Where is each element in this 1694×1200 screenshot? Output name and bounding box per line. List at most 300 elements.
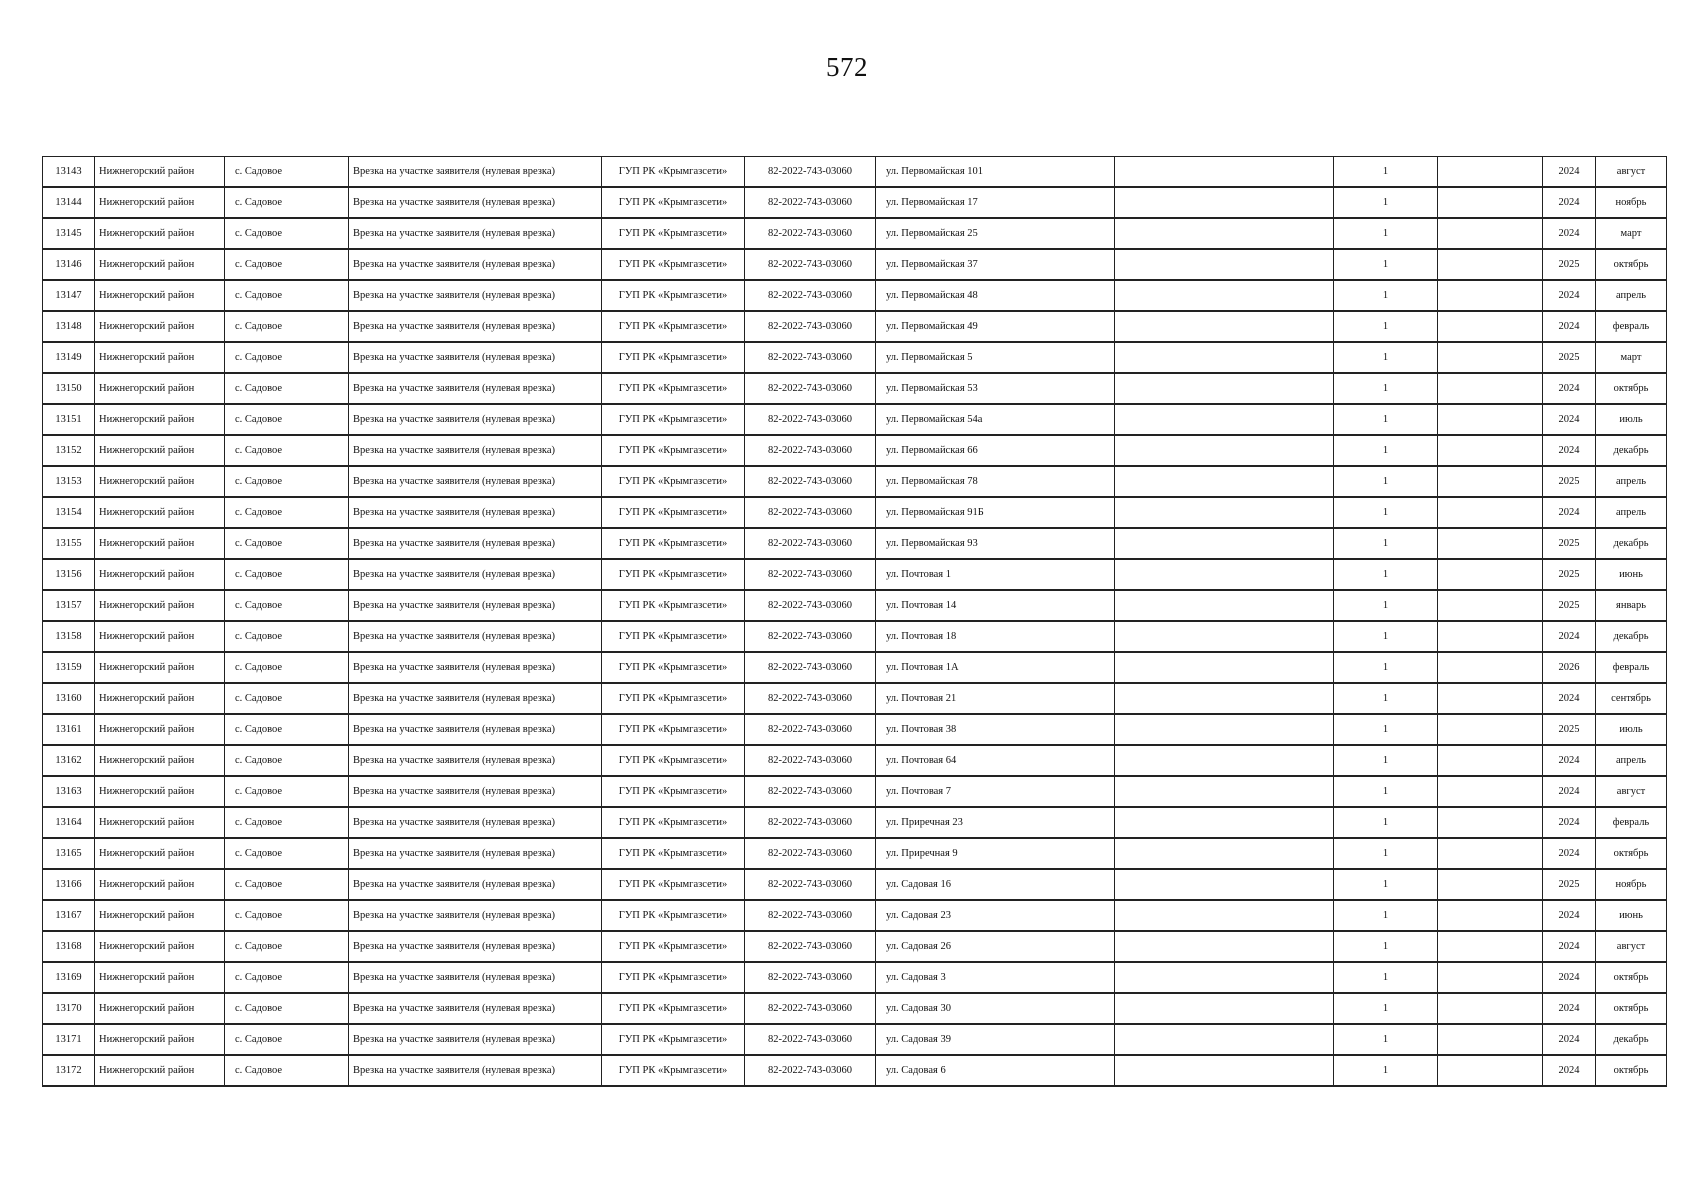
year-cell: 2024 — [1543, 311, 1596, 342]
year-cell: 2024 — [1543, 962, 1596, 993]
work-description-cell: Врезка на участке заявителя (нулевая врезка) — [349, 528, 602, 559]
district-cell: Нижнегорский район — [95, 342, 225, 373]
organization-cell: ГУП РК «Крымгазсети» — [602, 373, 745, 404]
year-cell: 2024 — [1543, 745, 1596, 776]
organization-cell: ГУП РК «Крымгазсети» — [602, 869, 745, 900]
empty-cell — [1115, 900, 1334, 931]
table-row — [43, 683, 1667, 714]
village-cell: с. Садовое — [225, 900, 349, 931]
organization-cell: ГУП РК «Крымгазсети» — [602, 776, 745, 807]
empty-cell — [1438, 280, 1543, 311]
month-cell: ноябрь — [1596, 869, 1667, 900]
district-cell: Нижнегорский район — [95, 590, 225, 621]
address-cell: ул. Первомайская 66 — [876, 435, 1115, 466]
work-description-cell: Врезка на участке заявителя (нулевая врезка) — [349, 621, 602, 652]
address-cell: ул. Садовая 30 — [876, 993, 1115, 1024]
quantity-cell: 1 — [1334, 404, 1438, 435]
work-description-cell: Врезка на участке заявителя (нулевая врезка) — [349, 590, 602, 621]
organization-cell: ГУП РК «Крымгазсети» — [602, 807, 745, 838]
district-cell: Нижнегорский район — [95, 559, 225, 590]
month-cell: ноябрь — [1596, 187, 1667, 218]
empty-cell — [1115, 838, 1334, 869]
year-cell: 2025 — [1543, 528, 1596, 559]
empty-cell — [1438, 218, 1543, 249]
empty-cell — [1115, 745, 1334, 776]
address-cell: ул. Почтовая 14 — [876, 590, 1115, 621]
empty-cell — [1115, 807, 1334, 838]
work-description-cell: Врезка на участке заявителя (нулевая врезка) — [349, 962, 602, 993]
table-row — [43, 900, 1667, 931]
table-row — [43, 249, 1667, 280]
work-description-cell: Врезка на участке заявителя (нулевая врезка) — [349, 435, 602, 466]
district-cell: Нижнегорский район — [95, 435, 225, 466]
month-cell: июль — [1596, 714, 1667, 745]
village-cell: с. Садовое — [225, 745, 349, 776]
month-cell: февраль — [1596, 311, 1667, 342]
quantity-cell: 1 — [1334, 931, 1438, 962]
row-number-cell: 13165 — [43, 838, 95, 869]
village-cell: с. Садовое — [225, 1055, 349, 1086]
row-number-cell: 13169 — [43, 962, 95, 993]
empty-cell — [1115, 869, 1334, 900]
month-cell: июль — [1596, 404, 1667, 435]
year-cell: 2025 — [1543, 466, 1596, 497]
empty-cell — [1438, 652, 1543, 683]
quantity-cell: 1 — [1334, 838, 1438, 869]
month-cell: декабрь — [1596, 621, 1667, 652]
quantity-cell: 1 — [1334, 218, 1438, 249]
district-cell: Нижнегорский район — [95, 838, 225, 869]
work-description-cell: Врезка на участке заявителя (нулевая врезка) — [349, 683, 602, 714]
quantity-cell: 1 — [1334, 869, 1438, 900]
program-code-cell: 82-2022-743-03060 — [745, 342, 876, 373]
village-cell: с. Садовое — [225, 559, 349, 590]
empty-cell — [1115, 962, 1334, 993]
work-description-cell: Врезка на участке заявителя (нулевая врезка) — [349, 776, 602, 807]
year-cell: 2024 — [1543, 993, 1596, 1024]
village-cell: с. Садовое — [225, 218, 349, 249]
program-code-cell: 82-2022-743-03060 — [745, 1055, 876, 1086]
empty-cell — [1438, 497, 1543, 528]
empty-cell — [1438, 683, 1543, 714]
work-description-cell: Врезка на участке заявителя (нулевая врезка) — [349, 404, 602, 435]
empty-cell — [1115, 528, 1334, 559]
district-cell: Нижнегорский район — [95, 621, 225, 652]
year-cell: 2024 — [1543, 931, 1596, 962]
organization-cell: ГУП РК «Крымгазсети» — [602, 590, 745, 621]
quantity-cell: 1 — [1334, 900, 1438, 931]
village-cell: с. Садовое — [225, 1024, 349, 1055]
empty-cell — [1115, 435, 1334, 466]
district-cell: Нижнегорский район — [95, 466, 225, 497]
table-row — [43, 590, 1667, 621]
empty-cell — [1438, 621, 1543, 652]
empty-cell — [1115, 776, 1334, 807]
empty-cell — [1438, 776, 1543, 807]
quantity-cell: 1 — [1334, 311, 1438, 342]
work-description-cell: Врезка на участке заявителя (нулевая врезка) — [349, 466, 602, 497]
program-code-cell: 82-2022-743-03060 — [745, 497, 876, 528]
empty-cell — [1438, 1024, 1543, 1055]
quantity-cell: 1 — [1334, 745, 1438, 776]
empty-cell — [1438, 714, 1543, 745]
address-cell: ул. Первомайская 17 — [876, 187, 1115, 218]
district-cell: Нижнегорский район — [95, 807, 225, 838]
village-cell: с. Садовое — [225, 993, 349, 1024]
month-cell: январь — [1596, 590, 1667, 621]
work-description-cell: Врезка на участке заявителя (нулевая врезка) — [349, 311, 602, 342]
village-cell: с. Садовое — [225, 342, 349, 373]
quantity-cell: 1 — [1334, 373, 1438, 404]
quantity-cell: 1 — [1334, 714, 1438, 745]
program-code-cell: 82-2022-743-03060 — [745, 249, 876, 280]
address-cell: ул. Почтовая 7 — [876, 776, 1115, 807]
table-row — [43, 280, 1667, 311]
empty-cell — [1438, 869, 1543, 900]
quantity-cell: 1 — [1334, 1024, 1438, 1055]
organization-cell: ГУП РК «Крымгазсети» — [602, 187, 745, 218]
year-cell: 2024 — [1543, 776, 1596, 807]
quantity-cell: 1 — [1334, 187, 1438, 218]
empty-cell — [1438, 1055, 1543, 1086]
quantity-cell: 1 — [1334, 157, 1438, 188]
organization-cell: ГУП РК «Крымгазсети» — [602, 528, 745, 559]
row-number-cell: 13144 — [43, 187, 95, 218]
organization-cell: ГУП РК «Крымгазсети» — [602, 559, 745, 590]
page-number: 572 — [826, 52, 868, 82]
quantity-cell: 1 — [1334, 590, 1438, 621]
district-cell: Нижнегорский район — [95, 714, 225, 745]
empty-cell — [1438, 342, 1543, 373]
work-description-cell: Врезка на участке заявителя (нулевая врезка) — [349, 807, 602, 838]
quantity-cell: 1 — [1334, 249, 1438, 280]
row-number-cell: 13158 — [43, 621, 95, 652]
program-code-cell: 82-2022-743-03060 — [745, 280, 876, 311]
village-cell: с. Садовое — [225, 621, 349, 652]
empty-cell — [1115, 497, 1334, 528]
year-cell: 2024 — [1543, 1024, 1596, 1055]
program-code-cell: 82-2022-743-03060 — [745, 931, 876, 962]
table-row — [43, 869, 1667, 900]
address-cell: ул. Садовая 3 — [876, 962, 1115, 993]
work-description-cell: Врезка на участке заявителя (нулевая врезка) — [349, 900, 602, 931]
program-code-cell: 82-2022-743-03060 — [745, 466, 876, 497]
organization-cell: ГУП РК «Крымгазсети» — [602, 466, 745, 497]
work-description-cell: Врезка на участке заявителя (нулевая врезка) — [349, 993, 602, 1024]
address-cell: ул. Почтовая 21 — [876, 683, 1115, 714]
empty-cell — [1115, 1055, 1334, 1086]
program-code-cell: 82-2022-743-03060 — [745, 1024, 876, 1055]
empty-cell — [1115, 157, 1334, 188]
village-cell: с. Садовое — [225, 528, 349, 559]
quantity-cell: 1 — [1334, 962, 1438, 993]
month-cell: апрель — [1596, 280, 1667, 311]
organization-cell: ГУП РК «Крымгазсети» — [602, 745, 745, 776]
organization-cell: ГУП РК «Крымгазсети» — [602, 838, 745, 869]
table-row — [43, 1055, 1667, 1086]
year-cell: 2024 — [1543, 621, 1596, 652]
table-row — [43, 466, 1667, 497]
month-cell: октябрь — [1596, 373, 1667, 404]
village-cell: с. Садовое — [225, 776, 349, 807]
address-cell: ул. Первомайская 78 — [876, 466, 1115, 497]
organization-cell: ГУП РК «Крымгазсети» — [602, 993, 745, 1024]
month-cell: декабрь — [1596, 435, 1667, 466]
empty-cell — [1438, 590, 1543, 621]
organization-cell: ГУП РК «Крымгазсети» — [602, 404, 745, 435]
table-row — [43, 528, 1667, 559]
row-number-cell: 13149 — [43, 342, 95, 373]
table-row — [43, 218, 1667, 249]
year-cell: 2024 — [1543, 807, 1596, 838]
address-cell: ул. Почтовая 38 — [876, 714, 1115, 745]
address-cell: ул. Первомайская 49 — [876, 311, 1115, 342]
month-cell: март — [1596, 342, 1667, 373]
district-cell: Нижнегорский район — [95, 931, 225, 962]
row-number-cell: 13164 — [43, 807, 95, 838]
program-code-cell: 82-2022-743-03060 — [745, 745, 876, 776]
program-code-cell: 82-2022-743-03060 — [745, 590, 876, 621]
empty-cell — [1438, 373, 1543, 404]
program-code-cell: 82-2022-743-03060 — [745, 528, 876, 559]
village-cell: с. Садовое — [225, 683, 349, 714]
year-cell: 2024 — [1543, 157, 1596, 188]
address-cell: ул. Садовая 23 — [876, 900, 1115, 931]
district-cell: Нижнегорский район — [95, 404, 225, 435]
row-number-cell: 13154 — [43, 497, 95, 528]
month-cell: сентябрь — [1596, 683, 1667, 714]
table-row — [43, 931, 1667, 962]
table-row — [43, 497, 1667, 528]
quantity-cell: 1 — [1334, 993, 1438, 1024]
address-cell: ул. Почтовая 64 — [876, 745, 1115, 776]
month-cell: февраль — [1596, 652, 1667, 683]
address-cell: ул. Первомайская 25 — [876, 218, 1115, 249]
organization-cell: ГУП РК «Крымгазсети» — [602, 900, 745, 931]
address-cell: ул. Почтовая 18 — [876, 621, 1115, 652]
quantity-cell: 1 — [1334, 342, 1438, 373]
empty-cell — [1115, 652, 1334, 683]
village-cell: с. Садовое — [225, 311, 349, 342]
district-cell: Нижнегорский район — [95, 652, 225, 683]
table-row — [43, 745, 1667, 776]
empty-cell — [1115, 621, 1334, 652]
row-number-cell: 13157 — [43, 590, 95, 621]
year-cell: 2026 — [1543, 652, 1596, 683]
empty-cell — [1115, 931, 1334, 962]
work-description-cell: Врезка на участке заявителя (нулевая врезка) — [349, 869, 602, 900]
empty-cell — [1438, 900, 1543, 931]
empty-cell — [1438, 435, 1543, 466]
district-cell: Нижнегорский район — [95, 280, 225, 311]
month-cell: октябрь — [1596, 993, 1667, 1024]
village-cell: с. Садовое — [225, 714, 349, 745]
program-code-cell: 82-2022-743-03060 — [745, 621, 876, 652]
quantity-cell: 1 — [1334, 528, 1438, 559]
quantity-cell: 1 — [1334, 621, 1438, 652]
month-cell: апрель — [1596, 745, 1667, 776]
row-number-cell: 13156 — [43, 559, 95, 590]
year-cell: 2024 — [1543, 683, 1596, 714]
district-cell: Нижнегорский район — [95, 900, 225, 931]
empty-cell — [1438, 559, 1543, 590]
district-cell: Нижнегорский район — [95, 157, 225, 188]
work-description-cell: Врезка на участке заявителя (нулевая врезка) — [349, 652, 602, 683]
empty-cell — [1115, 714, 1334, 745]
table-row — [43, 157, 1667, 188]
empty-cell — [1115, 187, 1334, 218]
month-cell: февраль — [1596, 807, 1667, 838]
table-row — [43, 621, 1667, 652]
work-description-cell: Врезка на участке заявителя (нулевая врезка) — [349, 838, 602, 869]
row-number-cell: 13166 — [43, 869, 95, 900]
village-cell: с. Садовое — [225, 652, 349, 683]
year-cell: 2024 — [1543, 900, 1596, 931]
row-number-cell: 13151 — [43, 404, 95, 435]
month-cell: август — [1596, 157, 1667, 188]
organization-cell: ГУП РК «Крымгазсети» — [602, 962, 745, 993]
year-cell: 2024 — [1543, 435, 1596, 466]
program-code-cell: 82-2022-743-03060 — [745, 962, 876, 993]
empty-cell — [1115, 404, 1334, 435]
quantity-cell: 1 — [1334, 807, 1438, 838]
program-code-cell: 82-2022-743-03060 — [745, 993, 876, 1024]
village-cell: с. Садовое — [225, 962, 349, 993]
row-number-cell: 13146 — [43, 249, 95, 280]
row-number-cell: 13170 — [43, 993, 95, 1024]
month-cell: август — [1596, 931, 1667, 962]
village-cell: с. Садовое — [225, 869, 349, 900]
empty-cell — [1115, 280, 1334, 311]
village-cell: с. Садовое — [225, 807, 349, 838]
work-description-cell: Врезка на участке заявителя (нулевая врезка) — [349, 745, 602, 776]
month-cell: июнь — [1596, 559, 1667, 590]
row-number-cell: 13150 — [43, 373, 95, 404]
village-cell: с. Садовое — [225, 157, 349, 188]
table-row — [43, 652, 1667, 683]
village-cell: с. Садовое — [225, 249, 349, 280]
year-cell: 2025 — [1543, 559, 1596, 590]
organization-cell: ГУП РК «Крымгазсети» — [602, 714, 745, 745]
village-cell: с. Садовое — [225, 590, 349, 621]
address-cell: ул. Садовая 16 — [876, 869, 1115, 900]
table-row — [43, 342, 1667, 373]
work-description-cell: Врезка на участке заявителя (нулевая врезка) — [349, 559, 602, 590]
table-body — [43, 157, 1667, 1087]
month-cell: август — [1596, 776, 1667, 807]
year-cell: 2025 — [1543, 590, 1596, 621]
quantity-cell: 1 — [1334, 497, 1438, 528]
address-cell: ул. Почтовая 1А — [876, 652, 1115, 683]
district-cell: Нижнегорский район — [95, 776, 225, 807]
address-cell: ул. Садовая 26 — [876, 931, 1115, 962]
month-cell: апрель — [1596, 497, 1667, 528]
address-cell: ул. Приречная 23 — [876, 807, 1115, 838]
month-cell: октябрь — [1596, 249, 1667, 280]
district-cell: Нижнегорский район — [95, 373, 225, 404]
address-cell: ул. Первомайская 101 — [876, 157, 1115, 188]
year-cell: 2025 — [1543, 869, 1596, 900]
work-description-cell: Врезка на участке заявителя (нулевая врезка) — [349, 1055, 602, 1086]
quantity-cell: 1 — [1334, 1055, 1438, 1086]
row-number-cell: 13147 — [43, 280, 95, 311]
program-code-cell: 82-2022-743-03060 — [745, 435, 876, 466]
organization-cell: ГУП РК «Крымгазсети» — [602, 621, 745, 652]
year-cell: 2025 — [1543, 342, 1596, 373]
program-code-cell: 82-2022-743-03060 — [745, 900, 876, 931]
year-cell: 2025 — [1543, 714, 1596, 745]
year-cell: 2024 — [1543, 497, 1596, 528]
program-code-cell: 82-2022-743-03060 — [745, 157, 876, 188]
program-code-cell: 82-2022-743-03060 — [745, 807, 876, 838]
organization-cell: ГУП РК «Крымгазсети» — [602, 157, 745, 188]
village-cell: с. Садовое — [225, 466, 349, 497]
month-cell: декабрь — [1596, 1024, 1667, 1055]
program-code-cell: 82-2022-743-03060 — [745, 404, 876, 435]
empty-cell — [1115, 590, 1334, 621]
empty-cell — [1438, 528, 1543, 559]
village-cell: с. Садовое — [225, 373, 349, 404]
village-cell: с. Садовое — [225, 435, 349, 466]
row-number-cell: 13153 — [43, 466, 95, 497]
work-description-cell: Врезка на участке заявителя (нулевая врезка) — [349, 280, 602, 311]
district-cell: Нижнегорский район — [95, 187, 225, 218]
program-code-cell: 82-2022-743-03060 — [745, 652, 876, 683]
table-row — [43, 962, 1667, 993]
work-description-cell: Врезка на участке заявителя (нулевая врезка) — [349, 497, 602, 528]
table-row — [43, 807, 1667, 838]
month-cell: октябрь — [1596, 1055, 1667, 1086]
village-cell: с. Садовое — [225, 497, 349, 528]
village-cell: с. Садовое — [225, 838, 349, 869]
organization-cell: ГУП РК «Крымгазсети» — [602, 1055, 745, 1086]
table-row — [43, 1024, 1667, 1055]
organization-cell: ГУП РК «Крымгазсети» — [602, 249, 745, 280]
program-code-cell: 82-2022-743-03060 — [745, 559, 876, 590]
work-description-cell: Врезка на участке заявителя (нулевая врезка) — [349, 249, 602, 280]
work-description-cell: Врезка на участке заявителя (нулевая врезка) — [349, 342, 602, 373]
row-number-cell: 13161 — [43, 714, 95, 745]
district-cell: Нижнегорский район — [95, 683, 225, 714]
address-cell: ул. Первомайская 91Б — [876, 497, 1115, 528]
empty-cell — [1115, 466, 1334, 497]
district-cell: Нижнегорский район — [95, 1024, 225, 1055]
row-number-cell: 13148 — [43, 311, 95, 342]
empty-cell — [1115, 218, 1334, 249]
year-cell: 2024 — [1543, 373, 1596, 404]
organization-cell: ГУП РК «Крымгазсети» — [602, 1024, 745, 1055]
empty-cell — [1438, 311, 1543, 342]
address-cell: ул. Приречная 9 — [876, 838, 1115, 869]
row-number-cell: 13162 — [43, 745, 95, 776]
empty-cell — [1115, 1024, 1334, 1055]
program-code-cell: 82-2022-743-03060 — [745, 714, 876, 745]
empty-cell — [1438, 838, 1543, 869]
district-cell: Нижнегорский район — [95, 962, 225, 993]
empty-cell — [1115, 342, 1334, 373]
address-cell: ул. Первомайская 5 — [876, 342, 1115, 373]
program-code-cell: 82-2022-743-03060 — [745, 373, 876, 404]
organization-cell: ГУП РК «Крымгазсети» — [602, 683, 745, 714]
work-description-cell: Врезка на участке заявителя (нулевая врезка) — [349, 187, 602, 218]
row-number-cell: 13152 — [43, 435, 95, 466]
empty-cell — [1115, 683, 1334, 714]
address-cell: ул. Первомайская 37 — [876, 249, 1115, 280]
program-code-cell: 82-2022-743-03060 — [745, 838, 876, 869]
program-code-cell: 82-2022-743-03060 — [745, 869, 876, 900]
row-number-cell: 13171 — [43, 1024, 95, 1055]
empty-cell — [1115, 993, 1334, 1024]
